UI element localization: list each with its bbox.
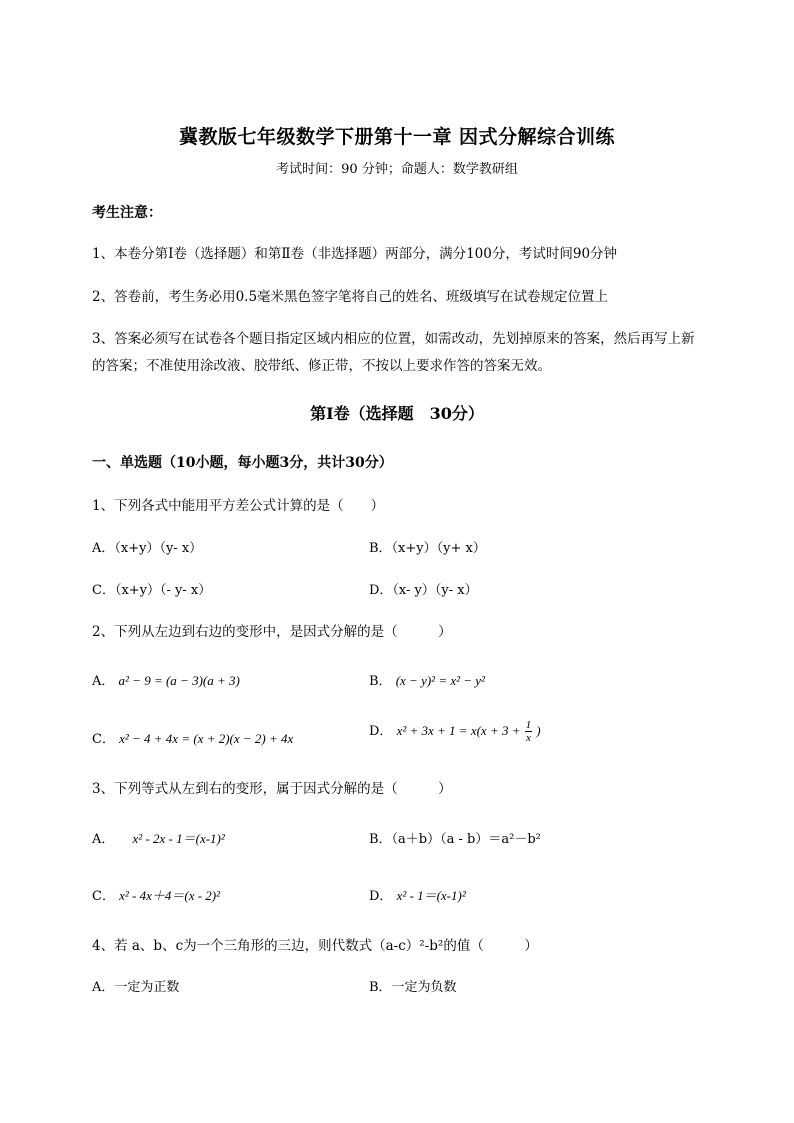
- question-3-stem: 3、下列等式从左到右的变形，属于因式分解的是（ ）: [92, 781, 452, 797]
- option-label: D．: [369, 724, 393, 739]
- notice-item-2: 2、答卷前，考生务必用0.5毫米黑色签字笔将自己的姓名、班级填写在试卷规定位置上: [92, 289, 609, 305]
- question-1-stem: 1、下列各式中能用平方差公式计算的是（ ）: [92, 498, 385, 514]
- question-3-option-b: B．（a＋b）（a - b）＝a²－b²: [369, 832, 541, 847]
- question-3-option-d: [369, 885, 466, 904]
- option-label: C．: [92, 889, 115, 904]
- question-2-stem: 2、下列从左边到右边的变形中，是因式分解的是（ ）: [92, 624, 452, 640]
- option-label: A．: [92, 832, 115, 847]
- option-formula-start: x² + 3x + 1 = x(x + 3 +: [396, 723, 521, 738]
- option-formula: (x − y)² = x² − y²: [395, 673, 485, 688]
- option-formula-end: ): [536, 723, 541, 738]
- option-formula: x² - 4x＋4＝(x - 2)²: [119, 888, 221, 903]
- question-4-stem: 4、若 a、b、c为一个三角形的三边，则代数式（a-c）²-b²的值（ ）: [92, 938, 538, 954]
- option-formula: x² - 2x - 1＝(x-1)²: [132, 831, 225, 846]
- question-4-option-a: A．一定为正数: [92, 980, 180, 995]
- option-formula: a² − 9 = (a − 3)(a + 3): [118, 673, 240, 688]
- option-label: D．: [369, 889, 393, 904]
- option-label: B．: [369, 674, 392, 689]
- option-formula: x² - 1＝(x-1)²: [396, 888, 466, 903]
- question-3-option-a: [92, 828, 225, 847]
- question-2-option-c: [92, 728, 293, 747]
- fraction: [525, 719, 533, 744]
- option-label: C．: [92, 732, 115, 747]
- part-heading: 一、单选题（10小题，每小题3分，共计30分）: [92, 455, 393, 471]
- question-1-option-a: A．（x+y）（y- x）: [92, 541, 203, 556]
- page-subtitle: 考试时间：90 分钟；命题人：数学教研组: [276, 162, 518, 177]
- question-2-option-b: [369, 670, 485, 689]
- fraction-numerator: 1: [525, 719, 532, 731]
- option-label: A．: [92, 674, 115, 689]
- option-formula: x² − 4 + 4x = (x + 2)(x − 2) + 4x: [119, 731, 294, 746]
- question-1-option-d: D．（x- y）（y- x）: [369, 583, 478, 598]
- section-title: 第Ⅰ卷（选择题 30分）: [310, 404, 484, 423]
- notice-item-3-line-2: 的答案；不准使用涂改液、胶带纸、修正带，不按以上要求作答的答案无效。: [92, 358, 551, 374]
- notice-heading: 考生注意：: [92, 205, 162, 221]
- question-2-option-a: [92, 670, 240, 689]
- question-3-option-c: [92, 885, 220, 904]
- fraction-denominator: x: [525, 732, 531, 744]
- question-1-option-c: C．（x+y）（- y- x）: [92, 583, 212, 598]
- question-4-option-b: B．一定为负数: [369, 980, 457, 995]
- question-1-option-b: B．（x+y）（y+ x）: [369, 541, 486, 556]
- notice-item-1: 1、本卷分第Ⅰ卷（选择题）和第Ⅱ卷（非选择题）两部分，满分100分，考试时间90分钟: [92, 246, 618, 262]
- question-2-option-d: [369, 719, 541, 744]
- page-title: 冀教版七年级数学下册第十一章 因式分解综合训练: [178, 126, 616, 148]
- notice-item-3-line-1: 3、答案必须写在试卷各个题目指定区域内相应的位置，如需改动，先划掉原来的答案，然后再写上新: [92, 331, 695, 347]
